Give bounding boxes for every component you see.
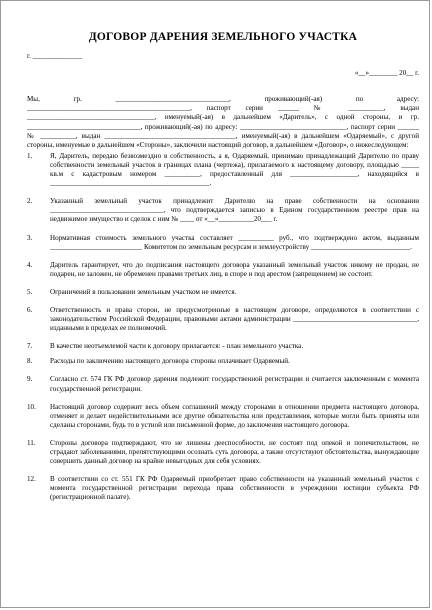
clause-item bbox=[27, 475, 419, 502]
clause-number: 10. bbox=[27, 402, 36, 411]
clause-text: Нормативная стоимость земельного участка составляет __________ руб., что подтверждено актом, выданным __________________________ Комитетом по земельным ресурсам и землеустройству ____________________________. bbox=[50, 233, 419, 251]
clause-text: Я, Даритель, передаю безвозмездно в собственность, а я, Одаряемый, принимаю принадлежащий Дарителю по праву собственности земельный участок в границах плана (чертежа), прилагаемого к настоящему договору, площадью _____ кв.м с кадастровым номером __________, предоставленный для ___________________, находящийся в _____________________________________________. bbox=[50, 151, 419, 188]
clause-number: 1. bbox=[27, 151, 33, 160]
clause-text: Стороны договора подтверждают, что не лишены дееспособности, не состоят под опекой и попечительством, не страдают заболеваниями, препятствующими осознать суть договора, а также отсутствуют обстоятельства, вынуждающие совершить данный договор на крайне невыгодных для себя условиях. bbox=[50, 438, 419, 466]
clause-text: Ограничений в пользовании земельным участком не имеется. bbox=[50, 287, 237, 296]
clause-text: Согласно ст. 574 ГК РФ договор дарения подлежит государственной регистрации и считается заключенным с момента государственной регистрации. bbox=[50, 375, 419, 393]
clause-item bbox=[27, 357, 419, 366]
clause-number: 12. bbox=[27, 475, 36, 484]
clause-number: 2. bbox=[27, 197, 33, 206]
clause-item bbox=[27, 288, 419, 297]
clause-number: 7. bbox=[27, 342, 33, 351]
clauses-list bbox=[27, 152, 419, 503]
city-field: г. ______________ bbox=[27, 52, 83, 61]
clause-text: Ответственность и права сторон, не предусмотренные в настоящем договоре, определяются в соответствии с законодательством Российской Федерации, правовыми актами администрации ___________________________________, изданными в пределах ее полномочий. bbox=[50, 305, 419, 333]
clause-text: В соответствии со ст. 551 ГК РФ Одаряемый приобретает право собственности на указанный земельный участок с момента государственной регистрации перехода права собственности в учреждении юстиции субъекта РФ (регистрационной палате). bbox=[50, 475, 419, 502]
date-field: «__»________ 20__ г. bbox=[354, 69, 419, 78]
intro-paragraph: Мы, гр. ________________________________, проживающий(-ая) по адресу: ______________________________________________, паспорт серии ______ № __________, выдан ____________________________________, именуемый(-ая) в дальнейшем «Даритель», с одной стороны, и гр. ________________________________, проживающий(-ая) по адресу: ______________________________, паспорт серии ______ № __________, выдан _____________________________________, именуемый(-ая) в дальнейшем «Одаряемый», с другой стороны, именуемые в дальнейшем «Стороны», заключили настоящий договор, в дальнейшем «Договор», о нижеследующем: bbox=[27, 95, 419, 149]
clause-item bbox=[27, 403, 419, 430]
clause-item bbox=[27, 197, 419, 224]
clause-text: Даритель гарантирует, что до подписания настоящего договора указанный земельный участок никому не продан, не подарен, не заложен, не обременен правами третьих лиц, в споре и под арестом (запрещением) не состоит. bbox=[50, 260, 419, 278]
clause-item bbox=[27, 342, 419, 351]
document-title: ДОГОВОР ДАРЕНИЯ ЗЕМЕЛЬНОГО УЧАСТКА bbox=[88, 31, 358, 43]
clause-item bbox=[27, 261, 419, 279]
clause-number: 4. bbox=[27, 260, 33, 269]
city-line bbox=[27, 52, 419, 61]
clause-number: 9. bbox=[27, 375, 33, 384]
clause-item bbox=[27, 152, 419, 188]
clause-item bbox=[27, 306, 419, 333]
clause-text: Указанный земельный участок принадлежит Дарителю на праве собственности на основании ________________________________, что подтверждается записью в Едином государственном реестре прав на недвижимое имущество и сделок с ним № ____ от «__»__________20___ г. bbox=[50, 197, 419, 224]
clause-item bbox=[27, 439, 419, 466]
clause-item bbox=[27, 375, 419, 393]
clause-text: В качестве неотъемлемой части к договору прилагается: - план земельного участка. bbox=[50, 342, 304, 351]
clause-number: 3. bbox=[27, 233, 33, 242]
clause-number: 6. bbox=[27, 305, 33, 314]
clause-number: 8. bbox=[27, 357, 33, 366]
clause-number: 5. bbox=[27, 287, 33, 296]
document-body bbox=[1, 33, 429, 502]
clause-number: 11. bbox=[27, 438, 36, 447]
clause-text: Настоящий договор содержит весь объем соглашений между сторонами в отношении предмета настоящего договора, отменяет и делает недействительными все другие обязательства или представления, которые могли быть приняты или сделаны сторонами, будь то в устной или письменной форме, до заключения настоящего договора. bbox=[50, 402, 419, 429]
clause-item bbox=[27, 234, 419, 252]
clause-text: Расходы по заключению настоящего договора стороны оплачивает Одаряемый. bbox=[50, 357, 290, 366]
